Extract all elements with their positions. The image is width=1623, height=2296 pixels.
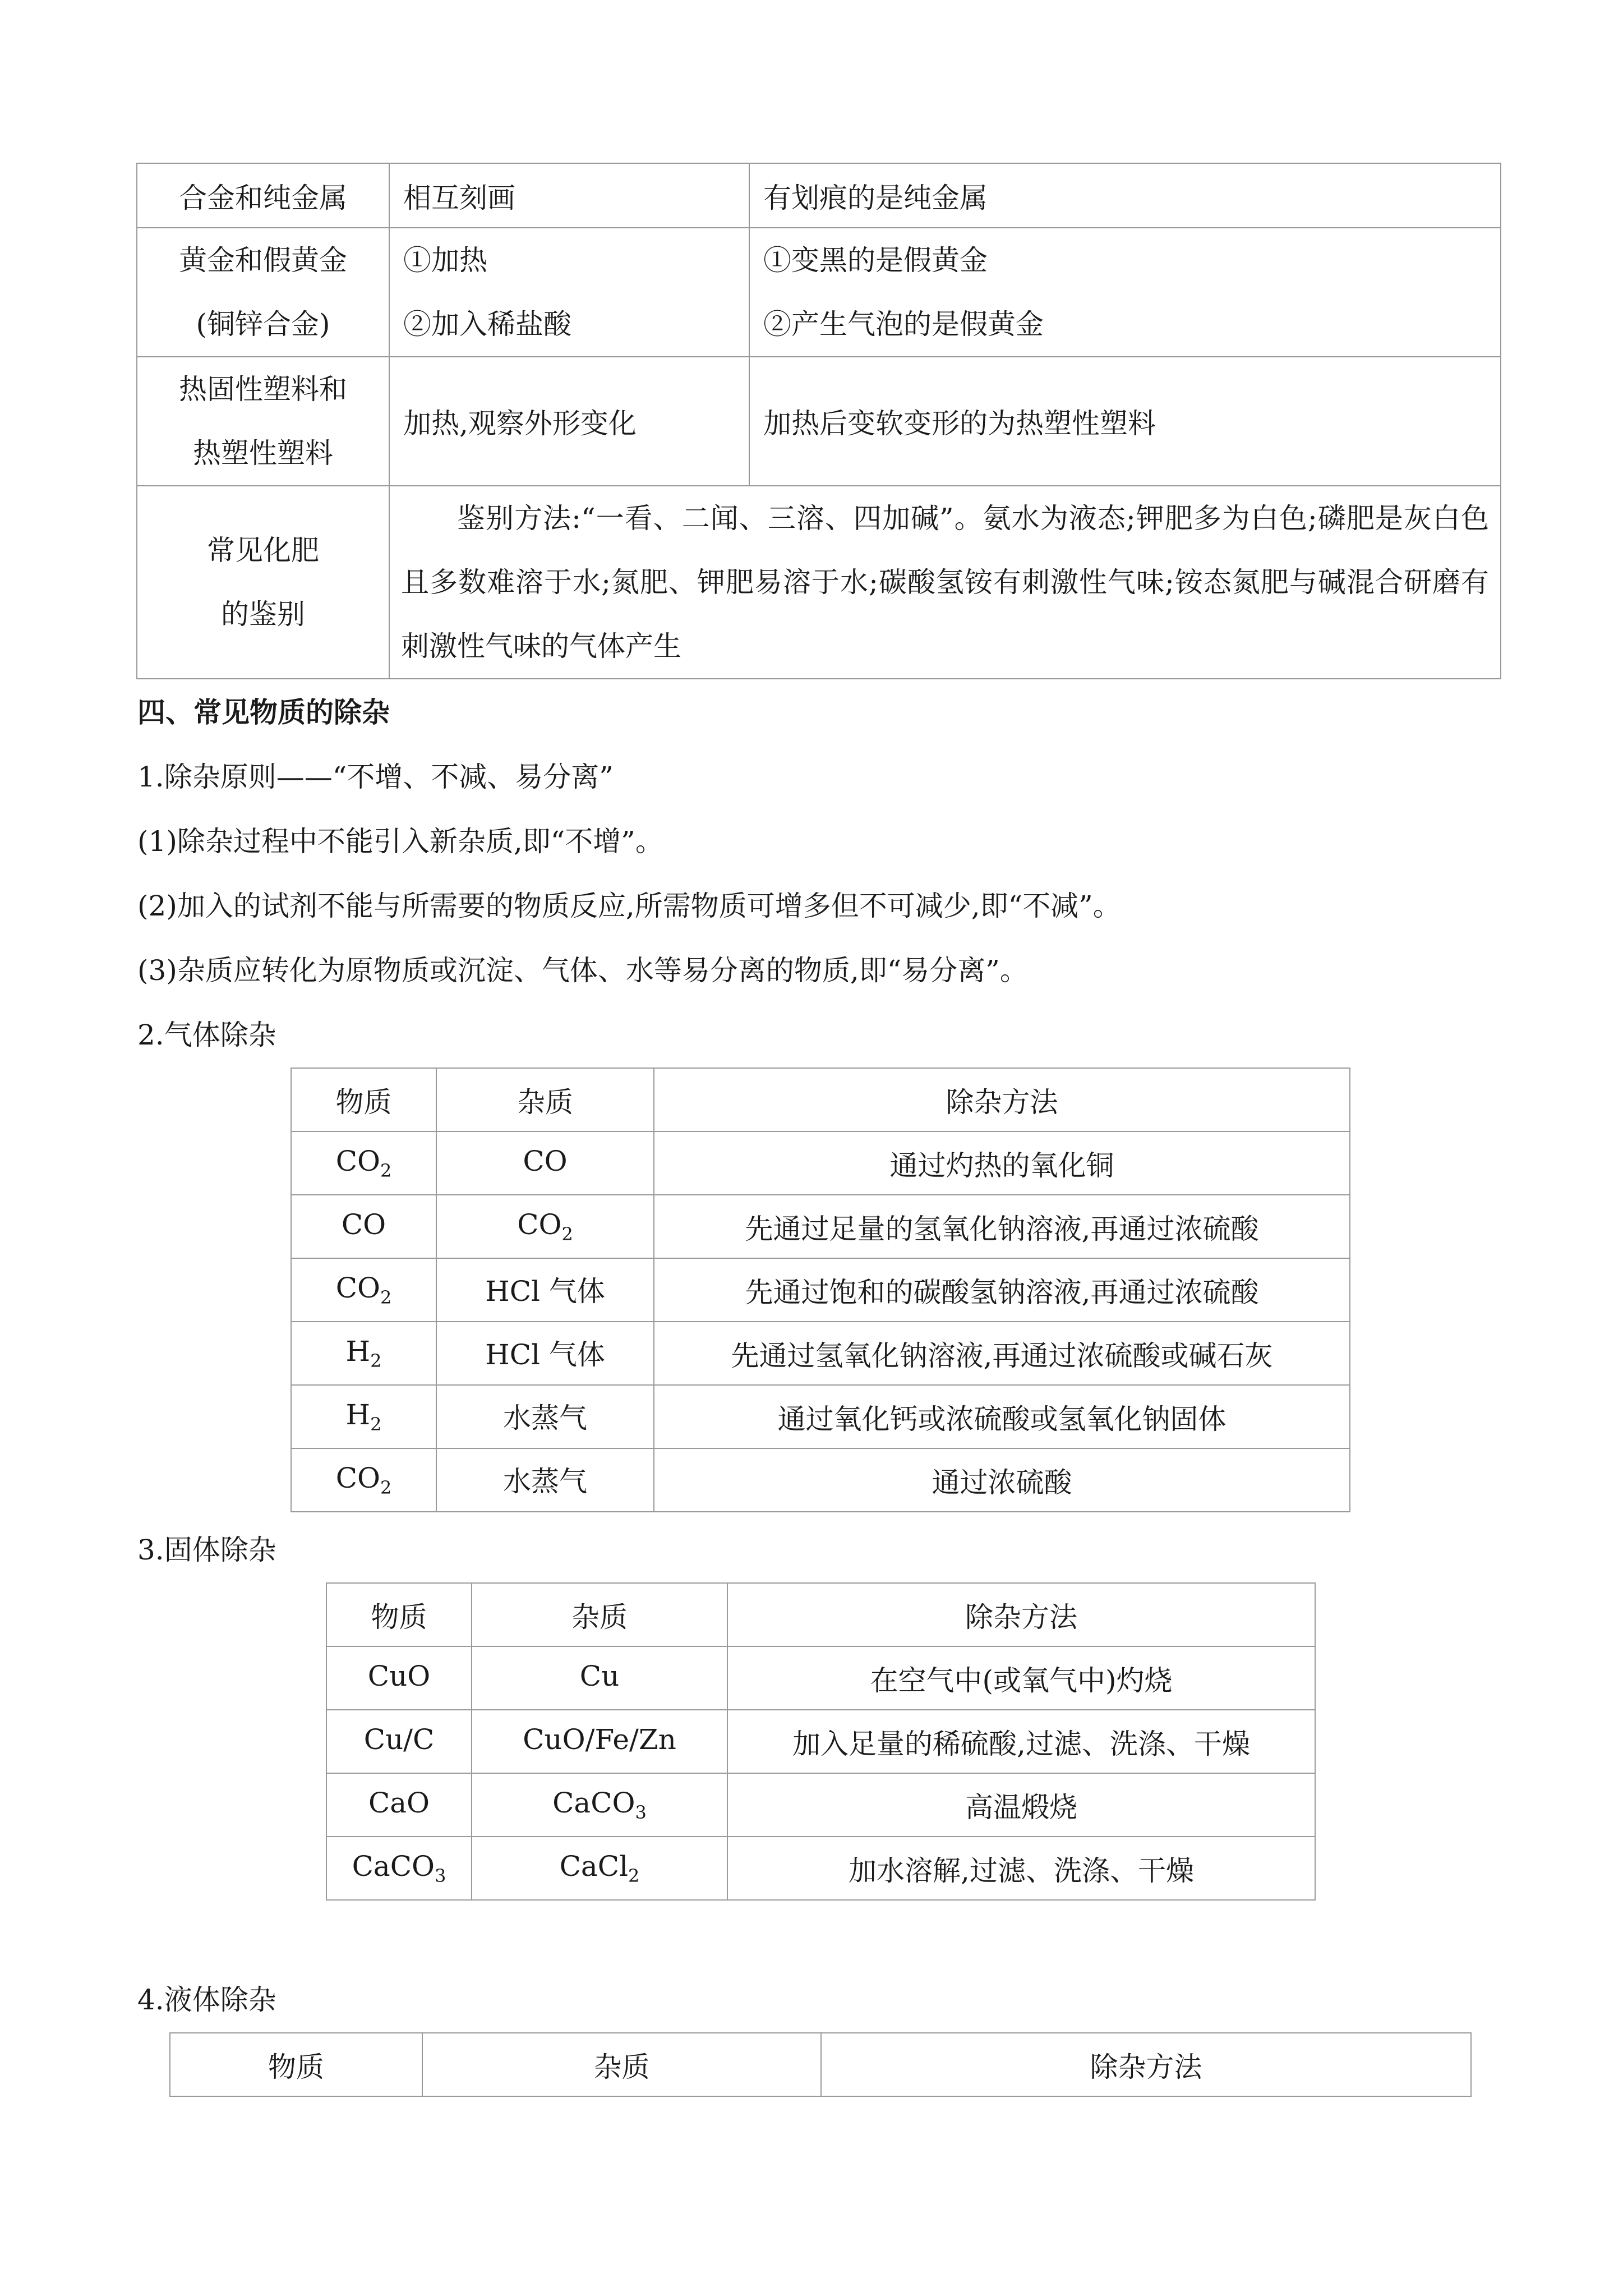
cell-line: 黄金和假黄金 xyxy=(179,244,347,277)
table-header-row xyxy=(326,1583,1315,1646)
liquid-impurity-table xyxy=(169,2032,1472,2097)
table-row xyxy=(137,357,1501,486)
table-row xyxy=(326,1837,1315,1900)
gas-section-title: 2.气体除杂 xyxy=(137,1019,276,1051)
table-row xyxy=(326,1646,1315,1710)
cell-substance: CaO xyxy=(326,1773,472,1837)
cell-impurity: CuO/Fe/Zn xyxy=(472,1710,727,1773)
table-row xyxy=(326,1710,1315,1773)
table-row xyxy=(326,1773,1315,1837)
cell-line: (铜锌合金) xyxy=(196,308,330,341)
cell-result xyxy=(749,228,1501,357)
header-method: 除杂方法 xyxy=(821,2033,1471,2096)
principle-item: (3)杂质应转化为原物质或沉淀、气体、水等易分离的物质,即“易分离”。 xyxy=(137,954,1028,987)
cell-impurity: 水蒸气 xyxy=(436,1385,654,1448)
header-substance: 物质 xyxy=(291,1068,436,1131)
header-substance: 物质 xyxy=(326,1583,472,1646)
cell-impurity: CO xyxy=(436,1131,654,1195)
header-impurity: 杂质 xyxy=(472,1583,727,1646)
cell-substance: CO xyxy=(291,1195,436,1258)
table-row xyxy=(291,1131,1350,1195)
header-substance: 物质 xyxy=(170,2033,422,2096)
cell-line: ②加入稀盐酸 xyxy=(403,308,571,341)
cell-result: 有划痕的是纯金属 xyxy=(749,163,1501,228)
gas-impurity-table xyxy=(291,1068,1350,1512)
cell-substance: $CO_2$ xyxy=(291,1131,436,1195)
table-header-row xyxy=(291,1068,1350,1131)
cell-description xyxy=(389,486,1501,679)
principle-item: (1)除杂过程中不能引入新杂质,即“不增”。 xyxy=(137,825,663,858)
cell-substance: $H_2$ xyxy=(291,1385,436,1448)
cell-impurity: 水蒸气 xyxy=(436,1448,654,1512)
cell-line: 的鉴别 xyxy=(221,598,305,631)
table-row xyxy=(291,1385,1350,1448)
cell-line: ①变黑的是假黄金 xyxy=(763,244,988,277)
solid-section-title: 3.固体除杂 xyxy=(137,1534,276,1566)
cell-name xyxy=(137,357,389,486)
cell-name xyxy=(137,486,389,679)
liquid-section-title: 4.液体除杂 xyxy=(137,1984,276,2016)
cell-method: 相互刻画 xyxy=(389,163,749,228)
cell-method: 在空气中(或氧气中)灼烧 xyxy=(727,1646,1315,1710)
cell-impurity: HCl 气体 xyxy=(436,1322,654,1385)
cell-method: 先通过氢氧化钠溶液,再通过浓硫酸或碱石灰 xyxy=(654,1322,1350,1385)
header-impurity: 杂质 xyxy=(422,2033,821,2096)
cell-line: 热塑性塑料 xyxy=(193,437,333,470)
cell-method: 高温煅烧 xyxy=(727,1773,1315,1837)
cell-name: 合金和纯金属 xyxy=(137,163,389,228)
cell-method: 加水溶解,过滤、洗涤、干燥 xyxy=(727,1837,1315,1900)
cell-substance: Cu/C xyxy=(326,1710,472,1773)
cell-impurity: CaCl$_2$ xyxy=(472,1837,727,1900)
cell-method xyxy=(389,228,749,357)
cell-name xyxy=(137,228,389,357)
table-row xyxy=(137,163,1501,228)
header-method: 除杂方法 xyxy=(654,1068,1350,1131)
cell-substance: CaCO$_3$ xyxy=(326,1837,472,1900)
fertilizer-description: 鉴别方法:“一看、二闻、三溶、四加碱”。氨水为液态;钾肥多为白色;磷肥是灰白色且多数难溶于水;氮肥、钾肥易溶于水;碳酸氢铵有刺激性气味;铵态氮肥与碱混合研磨有刺激性气味的气体产生 xyxy=(401,502,1489,662)
cell-method: 加入足量的稀硫酸,过滤、洗涤、干燥 xyxy=(727,1710,1315,1773)
cell-impurity: CaCO$_3$ xyxy=(472,1773,727,1837)
cell-method: 加热,观察外形变化 xyxy=(389,357,749,486)
table-row xyxy=(291,1195,1350,1258)
principle-item: (2)加入的试剂不能与所需要的物质反应,所需物质可增多但不可减少,即“不减”。 xyxy=(137,890,1121,922)
cell-line: 热固性塑料和 xyxy=(179,373,347,406)
cell-line: ①加热 xyxy=(403,244,487,277)
table-row xyxy=(291,1258,1350,1322)
cell-substance: CuO xyxy=(326,1646,472,1710)
table-row xyxy=(291,1448,1350,1512)
table-header-row xyxy=(170,2033,1471,2096)
table-row xyxy=(291,1322,1350,1385)
cell-method: 通过灼热的氧化铜 xyxy=(654,1131,1350,1195)
cell-impurity: HCl 气体 xyxy=(436,1258,654,1322)
cell-result: 加热后变软变形的为热塑性塑料 xyxy=(749,357,1501,486)
cell-method: 通过浓硫酸 xyxy=(654,1448,1350,1512)
cell-impurity: Cu xyxy=(472,1646,727,1710)
principle-title: 1.除杂原则——“不增、不减、易分离” xyxy=(137,761,614,793)
header-impurity: 杂质 xyxy=(436,1068,654,1131)
table-row xyxy=(137,486,1501,679)
cell-method: 先通过足量的氢氧化钠溶液,再通过浓硫酸 xyxy=(654,1195,1350,1258)
solid-impurity-table xyxy=(326,1582,1316,1901)
cell-method: 通过氧化钙或浓硫酸或氢氧化钠固体 xyxy=(654,1385,1350,1448)
cell-substance: $H_2$ xyxy=(291,1322,436,1385)
cell-impurity: $CO_2$ xyxy=(436,1195,654,1258)
table-row xyxy=(137,228,1501,357)
header-method: 除杂方法 xyxy=(727,1583,1315,1646)
cell-line: 常见化肥 xyxy=(207,534,319,567)
cell-substance: $CO_2$ xyxy=(291,1258,436,1322)
cell-method: 先通过饱和的碳酸氢钠溶液,再通过浓硫酸 xyxy=(654,1258,1350,1322)
cell-substance: $CO_2$ xyxy=(291,1448,436,1512)
identification-table xyxy=(136,163,1501,679)
cell-line: ②产生气泡的是假黄金 xyxy=(763,308,1044,341)
section-heading: 四、常见物质的除杂 xyxy=(137,696,390,729)
